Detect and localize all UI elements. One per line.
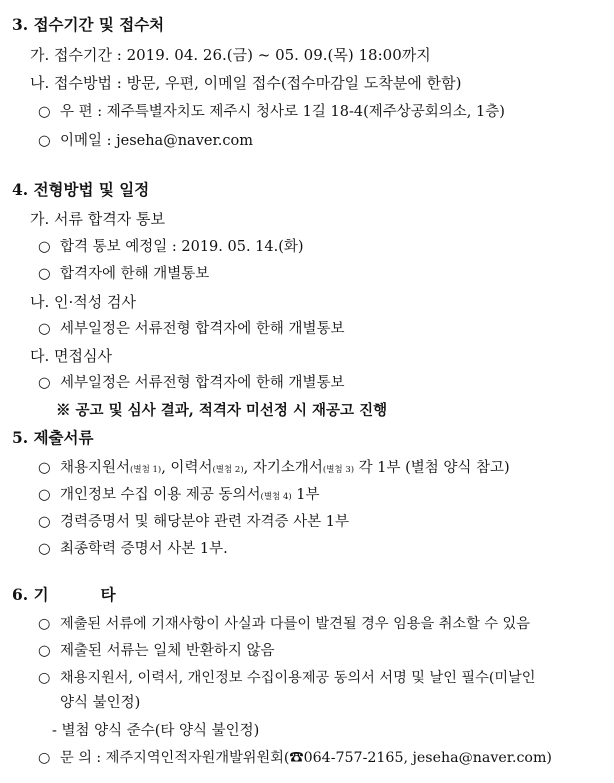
form-3-attach: (별첨 3) (322, 465, 355, 475)
career-cert: 경력증명서 및 해당분야 관련 자격증 사본 1부 (60, 514, 350, 530)
form-compliance-note: - 별첨 양식 준수(타 양식 불인정) (52, 723, 260, 739)
pass-notice-date: 합격 통보 예정일 : 2019. 05. 14.(화) (60, 239, 304, 255)
bullet: ○ (38, 616, 51, 632)
privacy-consent-attach: (별첨 4) (260, 492, 292, 502)
signature-required-line1: 채용지원서, 이력서, 개인정보 수집이용제공 동의서 서명 및 날인 필수(미날인 (60, 670, 536, 686)
signature-required-line2: 양식 불인정) (60, 695, 141, 711)
mail-label: 우 편 : (60, 104, 103, 120)
interview-item (38, 373, 345, 393)
section-6-title-a: 6. 기 (12, 585, 49, 604)
form-2-attach: (별첨 2) (212, 465, 244, 475)
interview: 다. 면접심사 (30, 347, 112, 365)
aptitude-test: 나. 인·적성 검사 (30, 293, 137, 311)
bullet: ○ (38, 460, 51, 476)
bullet: ○ (38, 670, 51, 686)
education-cert: 최종학력 증명서 사본 1부. (60, 541, 228, 557)
mail-address: 제주특별자치도 제주시 청사로 1길 18-4(제주상공회의소, 1층) (106, 104, 505, 120)
bullet: ○ (38, 239, 51, 255)
bullet: ○ (38, 514, 51, 530)
pass-notice-individual: 합격자에 한해 개별통보 (60, 266, 210, 282)
aptitude-test-detail: 세부일정은 서류전형 합격자에 한해 개별통보 (60, 321, 345, 337)
bullet: ○ (38, 104, 51, 120)
bullet: ○ (38, 321, 51, 337)
bullet: ○ (38, 750, 51, 766)
section-4-title: 4. 전형방법 및 일정 (12, 180, 150, 199)
pass-notice-date-item (38, 237, 304, 257)
career-cert-item (38, 512, 349, 532)
application-method: 나. 접수방법 : 방문, 우편, 이메일 접수(접수마감일 도착분에 한함) (30, 74, 462, 92)
bullet: ○ (38, 133, 51, 149)
form-1-attach: (별첨 1) (130, 465, 162, 475)
section-3-title: 3. 접수기간 및 접수처 (12, 15, 165, 34)
bullet: ○ (38, 266, 51, 282)
contact-item (38, 748, 552, 768)
signature-required-item (38, 668, 536, 688)
interview-detail: 세부일정은 서류전형 합격자에 한해 개별통보 (60, 375, 345, 391)
form-3-name: , 자기소개서 (243, 460, 323, 476)
section-6-title-b: 타 (100, 585, 116, 604)
mail-address-item (38, 102, 505, 122)
contact-label: 문 의 : (60, 750, 102, 766)
section-5-title: 5. 제출서류 (12, 428, 94, 447)
no-return-item (38, 641, 275, 661)
no-return: 제출된 서류는 일체 반환하지 않음 (60, 643, 275, 659)
bullet: ○ (38, 487, 51, 503)
email-text: 이메일 : jeseha@naver.com (60, 133, 254, 149)
form-1-name: 채용지원서 (60, 460, 131, 476)
email-item (38, 131, 253, 151)
forms-count: 각 1부 (별첨 양식 참고) (354, 460, 510, 476)
privacy-consent-item (38, 485, 320, 507)
contact-value: 제주지역인적자원개발위원회(☎064-757-2165, jeseha@naver.com) (105, 750, 552, 766)
pass-notice-individual-item (38, 264, 209, 284)
bullet: ○ (38, 643, 51, 659)
cancel-employment: 제출된 서류에 기재사항이 사실과 다를이 발견될 경우 임용을 취소할 수 있음 (60, 616, 530, 632)
bullet: ○ (38, 375, 51, 391)
application-period: 가. 접수기간 : 2019. 04. 26.(금) ~ 05. 09.(목) 18:00까지 (30, 46, 431, 64)
section-6-title (12, 585, 116, 605)
bullet: ○ (38, 541, 51, 557)
re-announcement-note: ※ 공고 및 심사 결과, 적격자 미선정 시 재공고 진행 (56, 402, 388, 419)
privacy-consent-count: 1부 (291, 487, 320, 503)
education-cert-item (38, 539, 228, 559)
document-pass-notice: 가. 서류 합격자 통보 (30, 210, 165, 228)
form-2-name: , 이력서 (161, 460, 213, 476)
privacy-consent-name: 개인정보 수집 이용 제공 동의서 (60, 487, 261, 503)
application-forms-item (38, 458, 510, 480)
aptitude-test-item (38, 319, 345, 339)
cancel-employment-item (38, 614, 530, 634)
